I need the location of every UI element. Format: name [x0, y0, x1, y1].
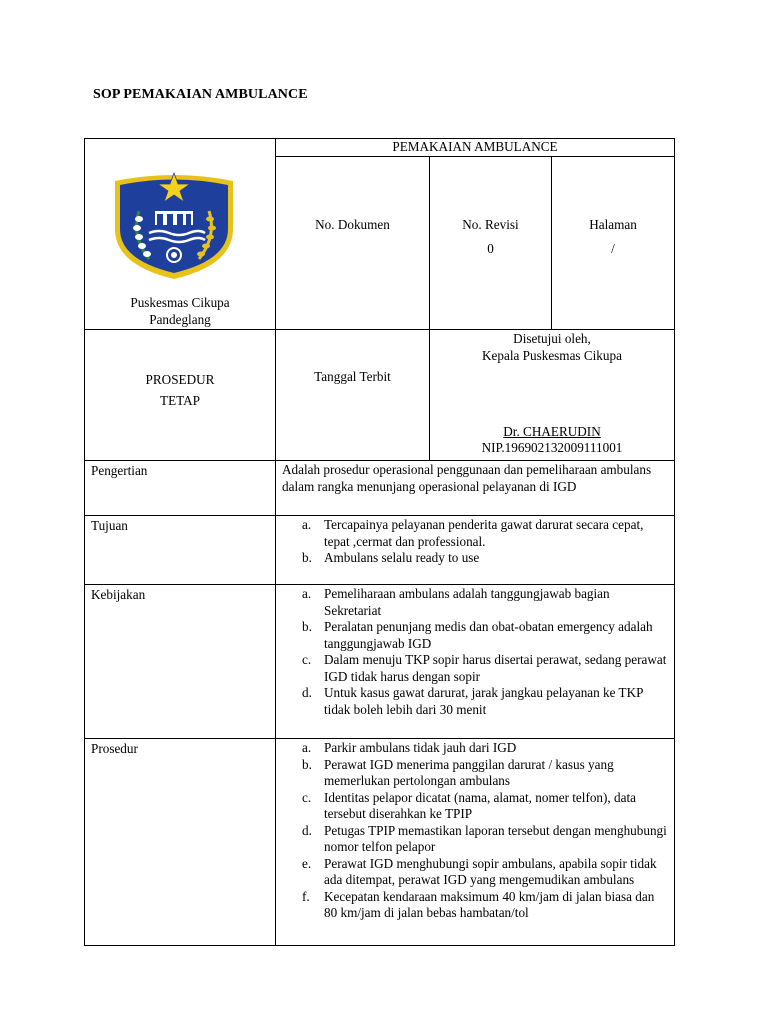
prosedur-label: Prosedur — [85, 739, 276, 946]
logo-cell — [85, 139, 276, 330]
procedure-type-cell — [85, 330, 276, 461]
approver-name: Dr. CHAERUDIN — [503, 424, 601, 439]
no-revisi-value: 0 — [487, 241, 494, 257]
halaman-cell — [552, 156, 675, 329]
list-item: b. Perawat IGD menerima panggilan darurat / kasus yang memerlukan pertolongan ambulans — [302, 756, 614, 788]
sop-table — [84, 138, 675, 946]
prosedur-list — [282, 740, 668, 922]
list-item: d. Petugas TPIP memastikan laporan tersebut dengan menghubungi nomor telfon pelapor — [302, 822, 667, 854]
list-item: b. Peralatan penunjang medis dan obat-obatan emergency adalah tanggungjawab IGD — [302, 619, 653, 651]
list-item: f. Kecepatan kendaraan maksimum 40 km/jam di jalan biasa dan 80 km/jam di jalan bebas hambatan/tol — [302, 888, 655, 920]
pengertian-text: Adalah prosedur operasional penggunaan dan pemeliharaan ambulans dalam rangka menunjang operasional pelayanan di IGD — [276, 461, 675, 516]
kebijakan-label: Kebijakan — [85, 585, 276, 739]
approval-cell — [430, 330, 675, 461]
no-dokumen-label: No. Dokumen — [315, 216, 390, 232]
no-revisi-label: No. Revisi — [462, 216, 519, 232]
list-item: b. Ambulans selalu ready to use — [302, 550, 480, 565]
procedure-type-line1: PROSEDUR — [145, 372, 215, 387]
kebijakan-content — [276, 585, 675, 739]
list-item: a. Tercapainya pelayanan penderita gawat darurat secara cepat, tepat ,cermat dan professional. — [302, 517, 644, 549]
prosedur-content — [276, 739, 675, 946]
no-dokumen-cell — [276, 156, 430, 329]
procedure-type-line2: TETAP — [160, 393, 200, 408]
list-item: a. Parkir ambulans tidak jauh dari IGD — [302, 740, 517, 755]
halaman-value: / — [611, 241, 615, 257]
institution-name: Puskesmas Cikupa — [130, 295, 230, 310]
puskesmas-emblem-icon — [109, 171, 239, 283]
tanggal-terbit-cell — [276, 330, 430, 461]
kebijakan-list — [282, 586, 668, 718]
tujuan-content — [276, 516, 675, 585]
list-item: c. Identitas pelapor dicatat (nama, alamat, nomer telfon), data tersebut diserahkan ke TPIP — [302, 789, 636, 821]
halaman-label: Halaman — [589, 216, 637, 232]
document-title: SOP PEMAKAIAN AMBULANCE — [93, 87, 308, 102]
list-item: a. Pemeliharaan ambulans adalah tanggungjawab bagian Sekretariat — [302, 586, 610, 618]
list-item: c. Dalam menuju TKP sopir harus disertai perawat, sedang perawat IGD tidak harus dengan sopir — [302, 652, 667, 684]
tujuan-list — [282, 517, 668, 567]
approver-title: Kepala Puskesmas Cikupa — [482, 348, 622, 363]
no-revisi-cell — [430, 156, 552, 329]
list-item: e. Perawat IGD menghubungi sopir ambulans, apabila sopir tidak ada ditempat, perawat IGD yang mengemudikan ambulans — [302, 855, 657, 887]
sop-main-title: PEMAKAIAN AMBULANCE — [276, 139, 675, 157]
tujuan-label: Tujuan — [85, 516, 276, 585]
pengertian-label: Pengertian — [85, 461, 276, 516]
institution-location: Pandeglang — [149, 312, 211, 327]
approver-nip: NIP.196902132009111001 — [481, 440, 623, 455]
approved-by-label: Disetujui oleh, — [513, 331, 591, 346]
tanggal-terbit-label: Tanggal Terbit — [314, 369, 391, 384]
list-item: d. Untuk kasus gawat darurat, jarak jangkau pelayanan ke TKP tidak boleh lebih dari 30 menit — [302, 685, 643, 717]
